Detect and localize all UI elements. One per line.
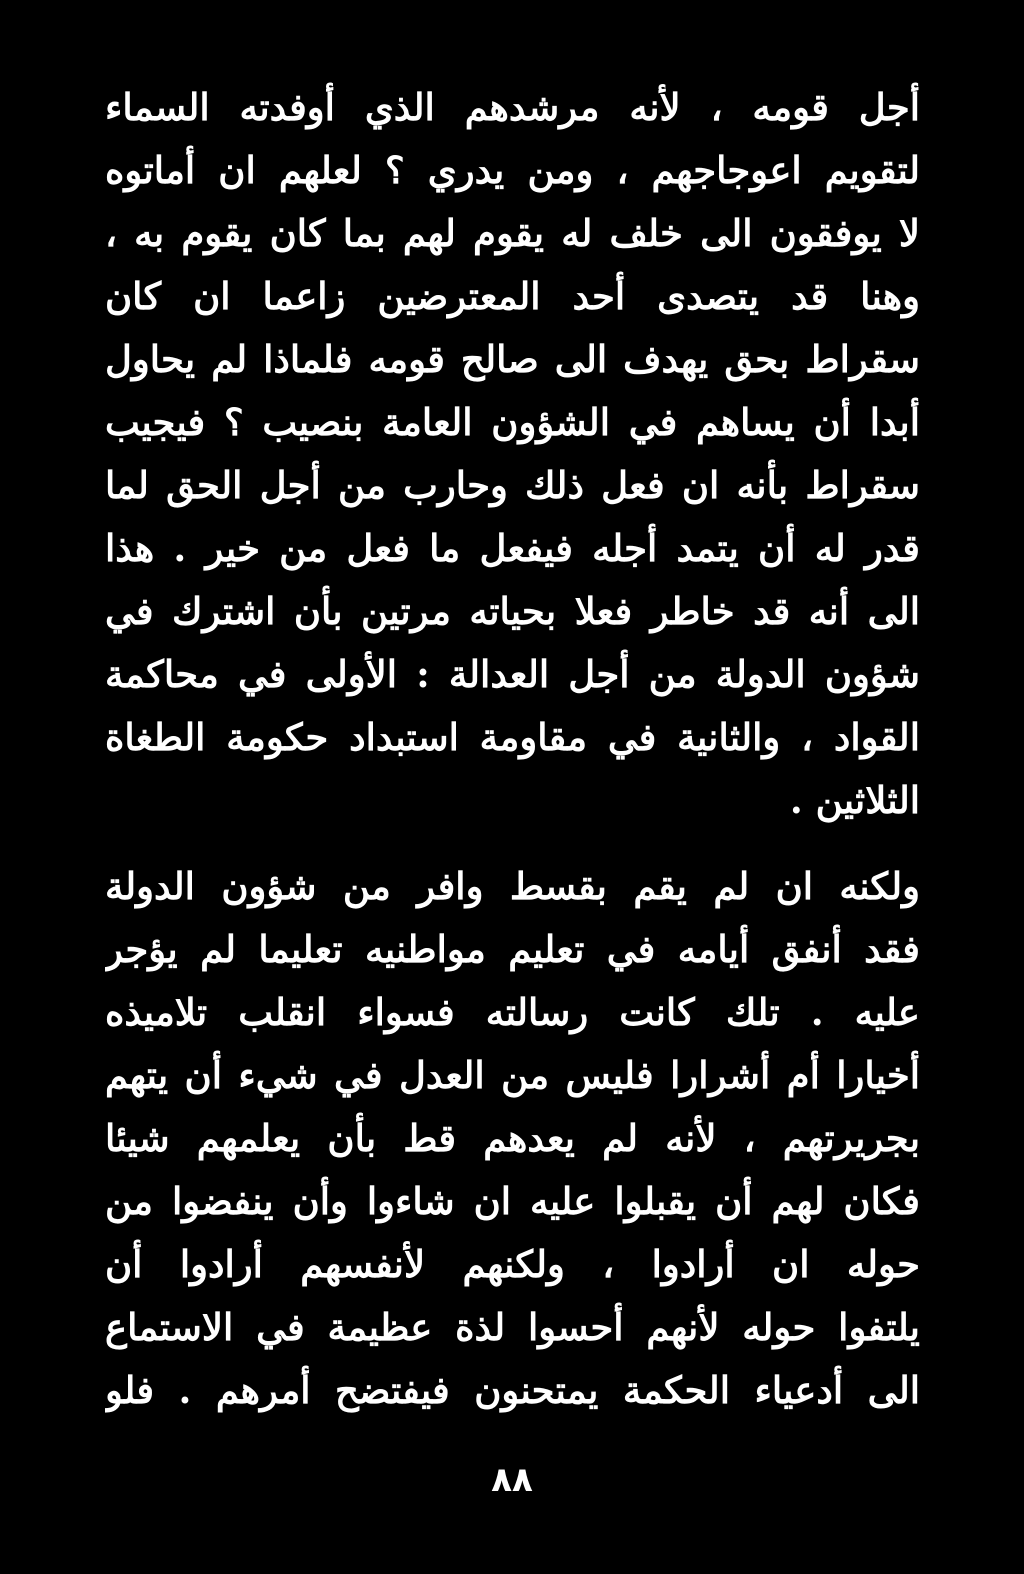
text-line: قدر له أن يتمد أجله فيفعل ما فعل من خير . هذا <box>105 526 920 570</box>
text-line: الى أدعياء الحكمة يمتحنون فيفتضح أمرهم . فلو <box>105 1368 920 1412</box>
text-line: القواد ، والثانية في مقاومة استبداد حكومة الطغاة <box>105 715 920 759</box>
page-number: ٨٨ <box>491 1460 533 1500</box>
text-line: أخيارا أم أشرارا فليس من العدل في شيء أن يتهم <box>105 1053 920 1097</box>
text-line: عليه . تلك كانت رسالته فسواء انقلب تلاميذه <box>105 990 920 1034</box>
text-line: ولكنه ان لم يقم بقسط وافر من شؤون الدولة <box>105 864 920 908</box>
text-line: سقراط بحق يهدف الى صالح قومه فلماذا لم يحاول <box>105 337 920 381</box>
text-line: بجريرتهم ، لأنه لم يعدهم قط بأن يعلمهم شيئا <box>105 1116 920 1160</box>
text-line: سقراط بأنه ان فعل ذلك وحارب من أجل الحق لما <box>105 463 920 507</box>
text-line: وهنا قد يتصدى أحد المعترضين زاعما ان كان <box>105 274 920 318</box>
paragraph-1 <box>105 76 920 832</box>
text-line: فكان لهم أن يقبلوا عليه ان شاءوا وأن ينفضوا من <box>105 1179 920 1223</box>
text-line: أجل قومه ، لأنه مرشدهم الذي أوفدته السماء <box>105 85 920 129</box>
text-line: لا يوفقون الى خلف له يقوم لهم بما كان يقوم به ، <box>105 211 920 255</box>
text-line: فقد أنفق أيامه في تعليم مواطنيه تعليما لم يؤجر <box>105 927 920 971</box>
text-line: لتقويم اعوجاجهم ، ومن يدري ؟ لعلهم ان أماتوه <box>105 148 920 192</box>
paragraph-2 <box>105 855 920 1422</box>
text-line: أبدا أن يساهم في الشؤون العامة بنصيب ؟ فيجيب <box>105 400 920 444</box>
text-line: يلتفوا حوله لأنهم أحسوا لذة عظيمة في الاستماع <box>105 1305 920 1349</box>
text-line-last: الثلاثين . <box>789 778 920 822</box>
text-line: شؤون الدولة من أجل العدالة : الأولى في محاكمة <box>105 652 920 696</box>
text-line: حوله ان أرادوا ، ولكنهم لأنفسهم أرادوا أن <box>105 1242 920 1286</box>
text-line: الى أنه قد خاطر فعلا بحياته مرتين بأن اشترك في <box>105 589 920 633</box>
